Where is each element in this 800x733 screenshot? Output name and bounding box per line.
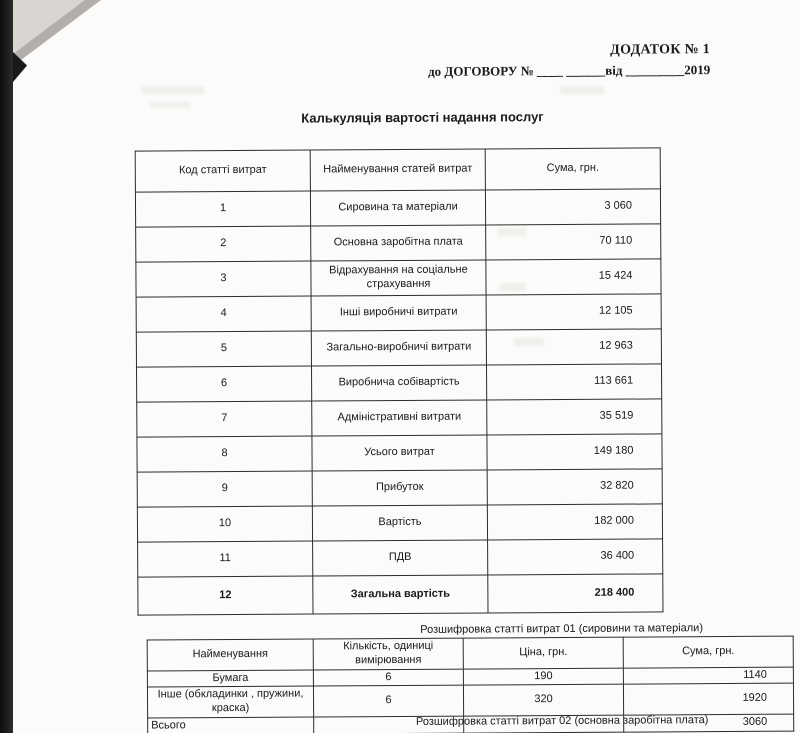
header-code: Код статті витрат (135, 150, 310, 192)
cost-name-cell: Прибуток (312, 470, 487, 506)
cost-code-cell: 6 (136, 366, 311, 402)
table-row (137, 434, 662, 472)
cost-code-cell: 10 (137, 506, 312, 542)
cost-name-cell: Усього витрат (312, 435, 487, 471)
cost-sum-cell: 149 180 (487, 434, 662, 470)
cost-name-cell: Вартість (312, 505, 487, 541)
header-sum: Сума, грн. (485, 148, 660, 190)
cost-code-cell: 9 (137, 471, 312, 507)
cost-sum-cell: 36 400 (488, 539, 663, 575)
scan-edge-strip (0, 0, 13, 733)
cost-name-cell: Загальна вартість (313, 575, 488, 614)
header-name: Найменування (147, 639, 313, 671)
cost-name-cell: Відрахування на соціальне страхування (311, 260, 486, 296)
table-row (136, 259, 661, 297)
cost-sum-cell: 113 661 (486, 364, 661, 400)
cost-code-cell: 2 (136, 226, 311, 262)
cost-sum-cell: 218 400 (488, 574, 663, 613)
header-name: Найменування статей витрат (310, 149, 485, 191)
table-row (138, 539, 663, 577)
cost-code-cell: 12 (138, 576, 313, 615)
breakdown-01-title: Розшифровка статті витрат 01 (сировини та матеріали) (420, 622, 704, 636)
cost-sum-cell: 12 105 (486, 294, 661, 330)
appendix-heading: ДОДАТОК № 1 (610, 42, 711, 58)
table-row (135, 189, 660, 227)
table-row (137, 399, 662, 437)
table-row (136, 364, 661, 402)
breakdown-02-title: Розшифровка статті витрат 02 (основна заробітна плата) (415, 714, 709, 728)
item-sum-cell: 1140 (623, 667, 793, 685)
cost-code-cell: 7 (137, 401, 312, 437)
cost-code-cell: 11 (138, 541, 313, 577)
table-row (136, 224, 661, 262)
cost-name-cell: ПДВ (313, 540, 488, 576)
contract-line: до ДОГОВОРУ № ____ ______від _________2019 (427, 62, 711, 79)
cost-code-cell: 1 (135, 191, 310, 227)
cost-sum-cell: 182 000 (487, 504, 662, 540)
cost-code-cell: 8 (137, 436, 312, 472)
header-qty: Кількість, одиниці вимірювання (313, 638, 463, 669)
item-qty-cell: 6 (313, 685, 463, 716)
table-header-row (135, 148, 660, 192)
header-price: Ціна, грн. (463, 637, 623, 668)
cost-code-cell: 3 (136, 261, 311, 297)
cost-sum-cell: 12 963 (486, 329, 661, 365)
table-total-row (138, 574, 663, 615)
cost-name-cell: Виробнича собівартість (311, 365, 486, 401)
table-row (136, 294, 661, 332)
cost-name-cell: Сировина та матеріали (310, 190, 485, 226)
item-name-cell: Бумага (147, 670, 313, 688)
cost-sum-cell: 3 060 (485, 189, 660, 225)
cost-sum-cell: 35 519 (487, 399, 662, 435)
item-qty-cell: 6 (313, 669, 463, 687)
cost-code-cell: 5 (136, 331, 311, 367)
table-row (136, 329, 661, 367)
table-row (137, 469, 662, 507)
page-title: Калькуляція вартості надання послуг (301, 109, 544, 126)
item-price-cell: 190 (463, 668, 623, 686)
cost-name-cell: Адміністративні витрати (312, 400, 487, 436)
cost-sum-cell: 70 110 (486, 224, 661, 260)
total-sum-cell: 3060 (624, 714, 794, 732)
cost-code-cell: 4 (136, 296, 311, 332)
table-row (147, 683, 793, 717)
table-row (137, 504, 662, 542)
cost-sum-cell: 15 424 (486, 259, 661, 295)
cost-sum-cell: 32 820 (487, 469, 662, 505)
cost-name-cell: Основна заробітна плата (311, 225, 486, 261)
item-price-cell: 320 (463, 684, 623, 715)
item-sum-cell: 1920 (623, 683, 793, 715)
cost-name-cell: Інші виробничі витрати (311, 295, 486, 331)
total-name-cell: Всього (148, 717, 314, 733)
header-sum: Сума, грн. (623, 636, 793, 668)
cost-name-cell: Загально-виробничі витрати (311, 330, 486, 366)
item-name-cell: Інше (обкладинки , пружини, краска) (147, 686, 313, 718)
cost-calculation-table (135, 147, 664, 615)
table-header-row (147, 636, 793, 670)
